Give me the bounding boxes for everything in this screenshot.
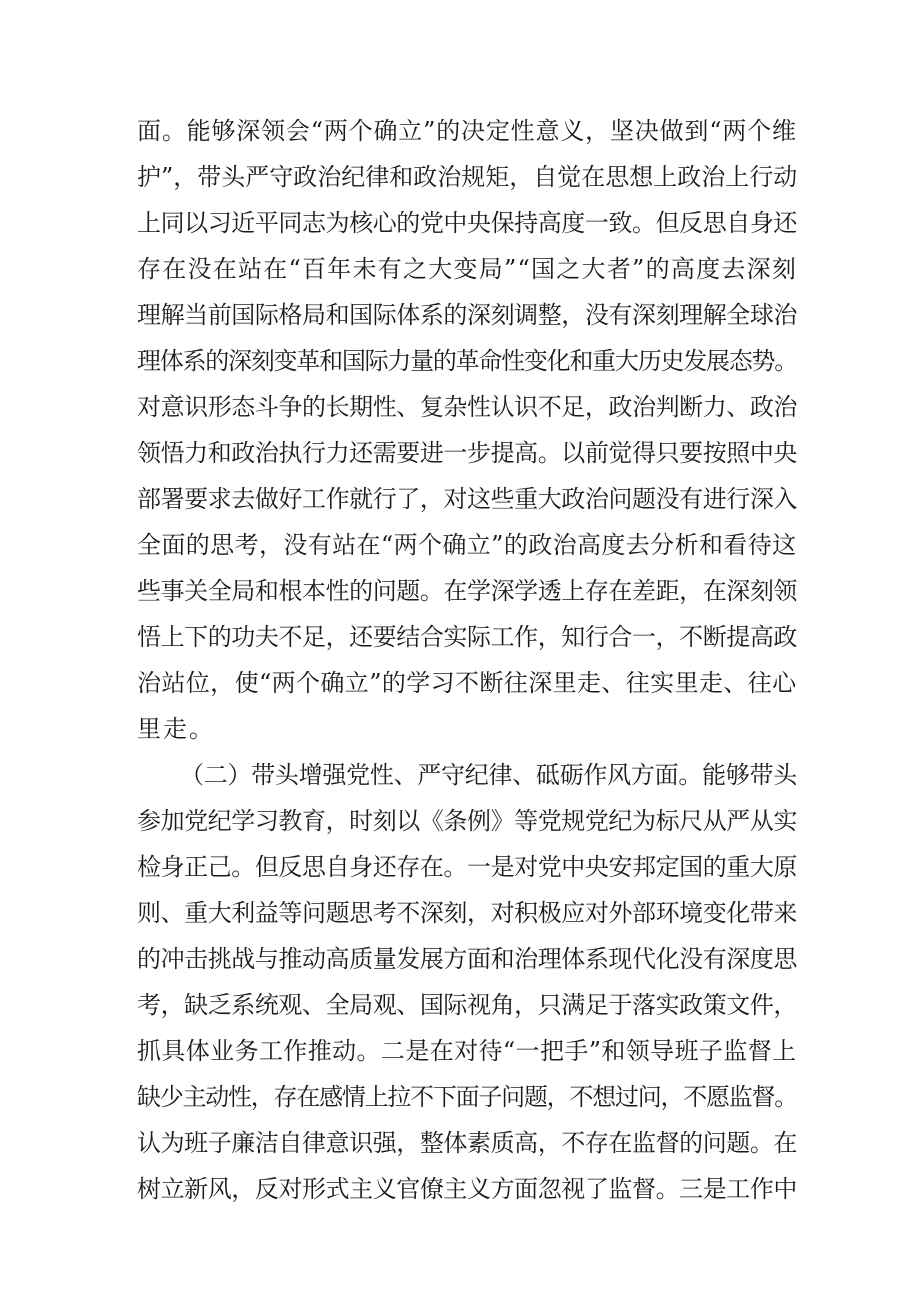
text-line: 护”，带头严守政治纪律和政治规矩，自觉在思想上政治上行动 bbox=[137, 163, 798, 191]
paragraph bbox=[137, 108, 797, 752]
text-line: 悟上下的功夫不足，还要结合实际工作，知行合一，不断提高政 bbox=[137, 623, 797, 651]
text-line: 部署要求去做好工作就行了，对这些重大政治问题没有进行深入 bbox=[137, 485, 797, 513]
text-line: 些事关全局和根本性的问题。在学深学透上存在差距，在深刻领 bbox=[137, 577, 797, 605]
text-line: 检身正己。但反思自身还存在。一是对党中央安邦定国的重大原 bbox=[137, 853, 797, 881]
text-line: （二）带头增强党性、严守纪律、砥砺作风方面。能够带头 bbox=[180, 761, 797, 789]
text-line: 认为班子廉洁自律意识强，整体素质高，不存在监督的问题。在 bbox=[137, 1129, 797, 1157]
text-line: 治站位，使“两个确立”的学习不断往深里走、往实里走、往心 bbox=[137, 669, 797, 697]
text-line: 存在没在站在“百年未有之大变局”“国之大者”的高度去深刻 bbox=[137, 255, 798, 283]
text-line: 上同以习近平同志为核心的党中央保持高度一致。但反思自身还 bbox=[137, 209, 797, 237]
text-line: 参加党纪学习教育，时刻以《条例》等党规党纪为标尺从严从实 bbox=[137, 807, 797, 835]
text-line: 抓具体业务工作推动。二是在对待“一把手”和领导班子监督上 bbox=[137, 1037, 797, 1065]
text-line: 缺少主动性，存在感情上拉不下面子问题，不想过问，不愿监督。 bbox=[137, 1083, 797, 1111]
text-line: 里走。 bbox=[137, 715, 215, 743]
text-line: 面。能够深领会“两个确立”的决定性意义，坚决做到“两个维 bbox=[137, 117, 797, 145]
text-line: 树立新风，反对形式主义官僚主义方面忽视了监督。三是工作中 bbox=[137, 1175, 797, 1203]
text-line: 全面的思考，没有站在“两个确立”的政治高度去分析和看待这 bbox=[137, 531, 797, 559]
text-line: 对意识形态斗争的长期性、复杂性认识不足，政治判断力、政治 bbox=[137, 393, 797, 421]
text-line: 的冲击挑战与推动高质量发展方面和治理体系现代化没有深度思 bbox=[137, 945, 797, 973]
text-line: 则、重大利益等问题思考不深刻，对积极应对外部环境变化带来 bbox=[137, 899, 797, 927]
text-line: 考，缺乏系统观、全局观、国际视角，只满足于落实政策文件， bbox=[137, 991, 797, 1019]
text-line: 理解当前国际格局和国际体系的深刻调整，没有深刻理解全球治 bbox=[137, 301, 797, 329]
paragraph bbox=[137, 752, 797, 1212]
text-line: 理体系的深刻变革和国际力量的革命性变化和重大历史发展态势。 bbox=[137, 347, 797, 375]
document-body bbox=[137, 108, 797, 1212]
text-line: 领悟力和政治执行力还需要进一步提高。以前觉得只要按照中央 bbox=[137, 439, 797, 467]
